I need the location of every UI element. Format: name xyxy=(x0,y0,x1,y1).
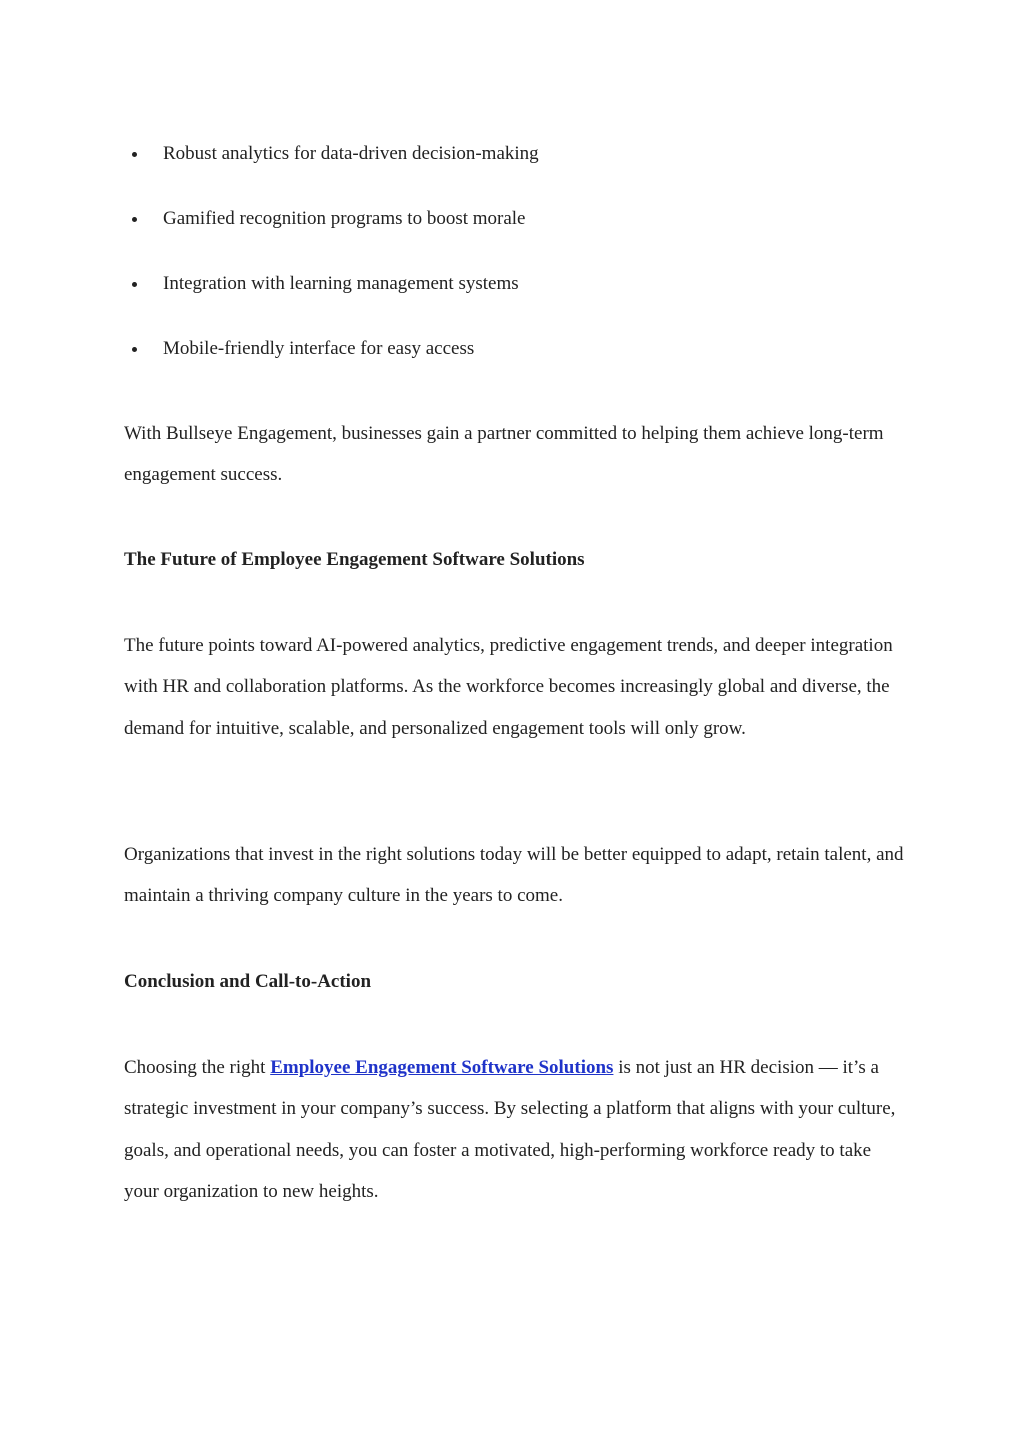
bullet-icon xyxy=(132,282,137,287)
list-item xyxy=(124,270,539,335)
list-item-text: Gamified recognition programs to boost morale xyxy=(163,208,526,229)
list-item-text: Robust analytics for data-driven decision-making xyxy=(163,143,539,164)
list-item-text: Integration with learning management systems xyxy=(163,273,519,294)
future-paragraph-1: The future points toward AI-powered analytics, predictive engagement trends, and deeper integration with HR and collaboration platforms. As the workforce becomes increasingly global and diverse, the demand for intuitive, scalable, and personalized engagement tools will only grow. xyxy=(124,635,893,739)
bullet-icon xyxy=(132,347,137,352)
list-item xyxy=(124,205,539,270)
bullet-icon xyxy=(132,152,137,157)
conclusion-text-before-link: Choosing the right xyxy=(124,1057,271,1078)
bullseye-paragraph: With Bullseye Engagement, businesses gain a partner committed to helping them achieve long-term engagement success. xyxy=(124,423,884,486)
future-heading: The Future of Employee Engagement Software Solutions xyxy=(124,549,585,570)
list-item xyxy=(124,140,539,205)
conclusion-text-after-link: is not just an HR decision — it’s a strategic investment in your company’s success. By selecting a platform that aligns with your culture, goals, and operational needs, you can foster a motivated, high-performing workforce ready to take your organization to new heights. xyxy=(124,1057,896,1202)
future-paragraph-2: Organizations that invest in the right solutions today will be better equipped to adapt, retain talent, and maintain a thriving company culture in the years to come. xyxy=(124,844,904,907)
list-item-text: Mobile-friendly interface for easy access xyxy=(163,338,475,359)
employee-engagement-software-link[interactable]: Employee Engagement Software Solutions xyxy=(270,1057,614,1078)
conclusion-paragraph xyxy=(124,1047,904,1212)
conclusion-heading: Conclusion and Call-to-Action xyxy=(124,971,372,992)
feature-bullet-list xyxy=(124,140,539,400)
bullet-icon xyxy=(132,217,137,222)
list-item xyxy=(124,335,539,400)
